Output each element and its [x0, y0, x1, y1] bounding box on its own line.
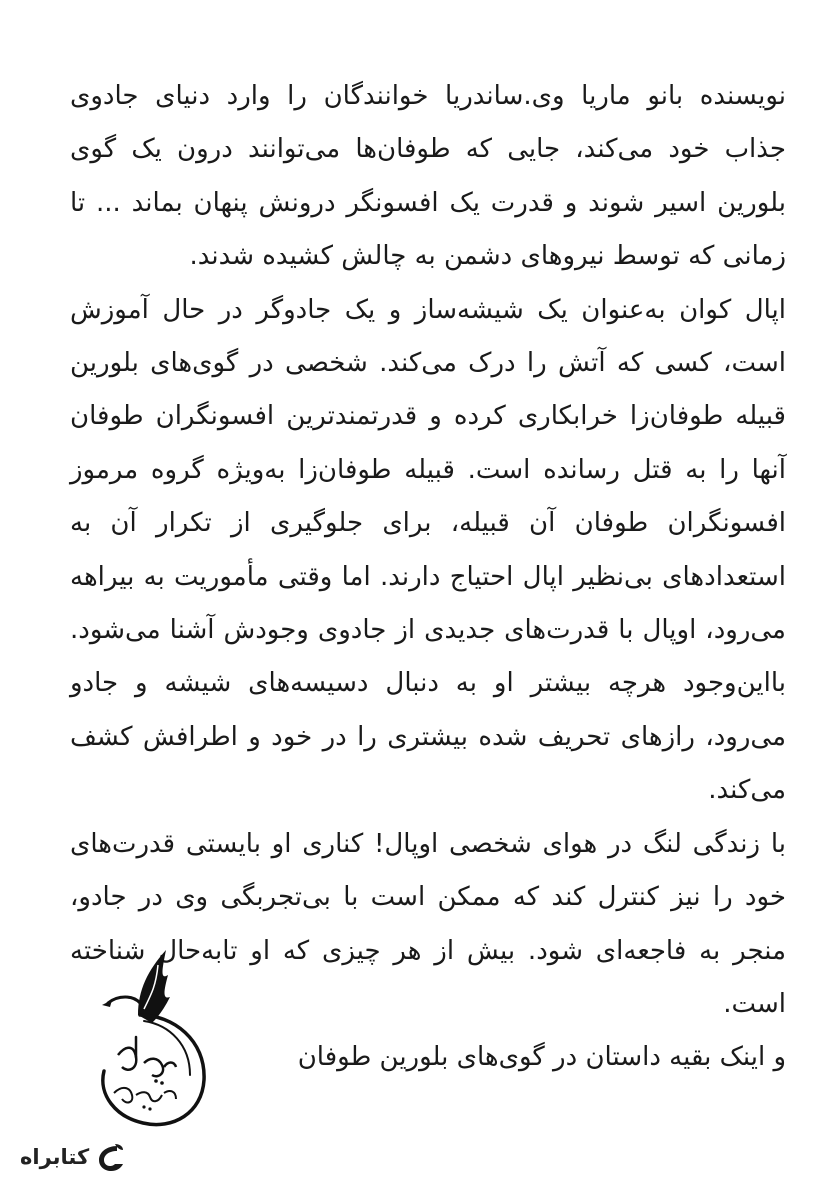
brand-watermark	[20, 1140, 127, 1174]
paragraph-stakes: با زندگی لنگ در هوای شخصی اوپال! کناری او بایستی قدرت‌های خود را نیز کنترل کند که ممکن است با بی‌تجربگی وی در جادو، منجر به فاجعه‌ای شود. بیش از هر چیزی که او تابه‌حال شناخته است.	[70, 828, 786, 1019]
phoenix-logo-icon	[78, 945, 218, 1135]
brand-name: کتابراه	[20, 1145, 90, 1169]
book-description	[70, 70, 786, 1085]
paragraph-intro: نویسنده بانو ماریا وی.ساندریا خوانندگان را وارد دنیای جادوی جذاب خود می‌کند، جایی که طوفان‌ها می‌توانند درون یک گوی بلورین اسیر شوند و قدرت یک افسونگر درونش پنهان بماند ... تا زمانی که توسط نیروهای دشمن به چالش کشیده شدند.	[70, 81, 786, 272]
paragraph-plot: اپال کوان به‌عنوان یک شیشه‌ساز و یک جادوگر در حال آموزش است، کسی که آتش را درک می‌کند. شخصی در گوی‌های بلورین قبیله طوفان‌زا خرابکاری کرده و قدرتمندترین افسونگران طوفان آنها را به قتل رسانده است. قبیله طوفان‌زا به‌ویژه گروه مرموز افسونگران طوفان آن قبیله، برای جلوگیری از تکرار آن به استعدادهای بی‌نظیر اپال احتیاج دارند. اما وقتی مأموریت به بیراهه می‌رود، اوپال با قدرت‌های جدیدی از جادوی وجودش آشنا می‌شود. بااین‌وجود هرچه بیشتر او به دنبال دسیسه‌های شیشه و جادو می‌رود، رازهای تحریف شده بیشتری را در خود و اطرافش کشف می‌کند.	[70, 294, 786, 806]
paragraph-closing: و اینک بقیه داستان در گوی‌های بلورین طوفان	[297, 1042, 786, 1073]
leaf-c-icon	[93, 1140, 127, 1174]
